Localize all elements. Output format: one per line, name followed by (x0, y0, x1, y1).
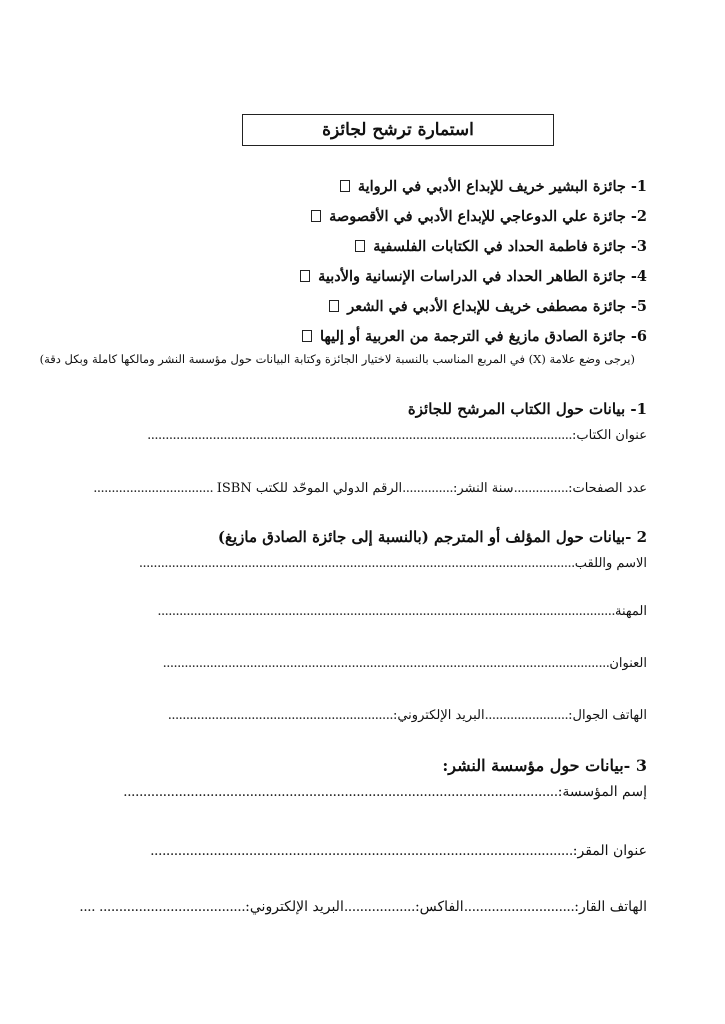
form-title-box (242, 114, 554, 146)
prize-label: 1- جائزة البشير خريف للإبداع الأدبي في الرواية (357, 178, 647, 195)
fill-line[interactable]: ............... (513, 481, 569, 496)
contact-field[interactable] (77, 708, 647, 723)
prize-label: 3- جائزة فاطمة الحداد في الكتابات الفلسفية (373, 238, 647, 255)
fill-line[interactable]: ..................................... .... (79, 899, 246, 915)
fill-line[interactable]: ................................. (93, 481, 217, 496)
isbn-label: الرقم الدولي الموحّد للكتب ISBN (216, 481, 403, 496)
institution-field[interactable] (77, 784, 647, 800)
fill-line[interactable]: .............. (402, 481, 454, 496)
institution-contact-field[interactable] (77, 899, 647, 915)
prize-checkbox[interactable] (340, 180, 350, 192)
fill-line[interactable]: ..................................................................................................................... (147, 428, 573, 443)
name-label: الاسم واللقب (574, 556, 647, 571)
prize-option-6[interactable] (299, 328, 647, 345)
fill-line[interactable]: ....................... (484, 708, 569, 723)
book-details-field[interactable] (77, 481, 647, 496)
instructions-note: (يرجى وضع علامة (X) في المربع المناسب بالنسبة لاختيار الجائزة وكتابة البيانات حول مؤسسة النشر ومالكها كاملة وبكل دقة) (39, 352, 635, 366)
hq-address-field[interactable] (77, 843, 647, 859)
fill-line[interactable]: .............................................................................................................................. (157, 604, 616, 619)
prize-label: 4- جائزة الطاهر الحداد في الدراسات الإنسانية والأدبية (318, 268, 647, 285)
prize-checkbox[interactable] (355, 240, 365, 252)
fax-label: الفاكس: (414, 899, 464, 915)
address-label: العنوان (609, 656, 647, 671)
section-3-heading: 3 -بيانات حول مؤسسة النشر: (442, 756, 647, 775)
prize-label: 6- جائزة الصادق مازيغ في الترجمة من العربية أو إليها (320, 328, 647, 345)
fill-line[interactable]: ........................................................................................................................ (138, 556, 575, 571)
prize-label: 2- جائزة علي الدوعاجي للإبداع الأدبي في الأقصوصة (329, 208, 647, 225)
name-field[interactable] (77, 556, 647, 571)
email-label: البريد الإلكتروني: (245, 899, 344, 915)
institution-label: إسم المؤسسة: (557, 784, 647, 800)
prize-option-2[interactable] (308, 208, 647, 225)
prize-checkbox[interactable] (311, 210, 321, 222)
prize-option-3[interactable] (352, 238, 647, 255)
prize-checkbox[interactable] (302, 330, 312, 342)
form-title: استمارة ترشح لجائزة (322, 120, 474, 140)
prize-label: 5- جائزة مصطفى خريف للإبداع الأدبي في الشعر (347, 298, 647, 315)
prize-option-4[interactable] (297, 268, 647, 285)
mobile-label: الهاتف الجوال: (568, 708, 647, 723)
hq-label: عنوان المقر: (572, 843, 647, 859)
book-title-field[interactable] (77, 428, 647, 443)
prize-option-1[interactable] (337, 178, 647, 195)
book-title-label: عنوان الكتاب: (572, 428, 647, 443)
job-field[interactable] (77, 604, 647, 619)
fill-line[interactable]: ........................................................................................................................... (162, 656, 610, 671)
prize-checkbox[interactable] (329, 300, 339, 312)
year-label: سنة النشر: (453, 481, 514, 496)
section-1-heading: 1- بيانات حول الكتاب المرشح للجائزة (407, 400, 647, 418)
section-2-heading: 2 -بيانات حول المؤلف أو المترجم (بالنسبة إلى جائزة الصادق مازيغ) (217, 528, 647, 546)
email-label: البريد الإلكتروني: (392, 708, 485, 723)
address-field[interactable] (77, 656, 647, 671)
prize-checkbox[interactable] (300, 270, 310, 282)
fill-line[interactable]: .............................................................................................................. (123, 784, 558, 800)
pages-label: عدد الصفحات: (568, 481, 647, 496)
fill-line[interactable]: ........................................................................................................... (150, 843, 573, 859)
fill-line[interactable]: .................. (343, 899, 415, 915)
fill-line[interactable]: ............................ (463, 899, 575, 915)
prize-option-5[interactable] (326, 298, 647, 315)
job-label: المهنة (615, 604, 647, 619)
phone-label: الهاتف القار: (574, 899, 647, 915)
fill-line[interactable]: .............................................................. (167, 708, 393, 723)
